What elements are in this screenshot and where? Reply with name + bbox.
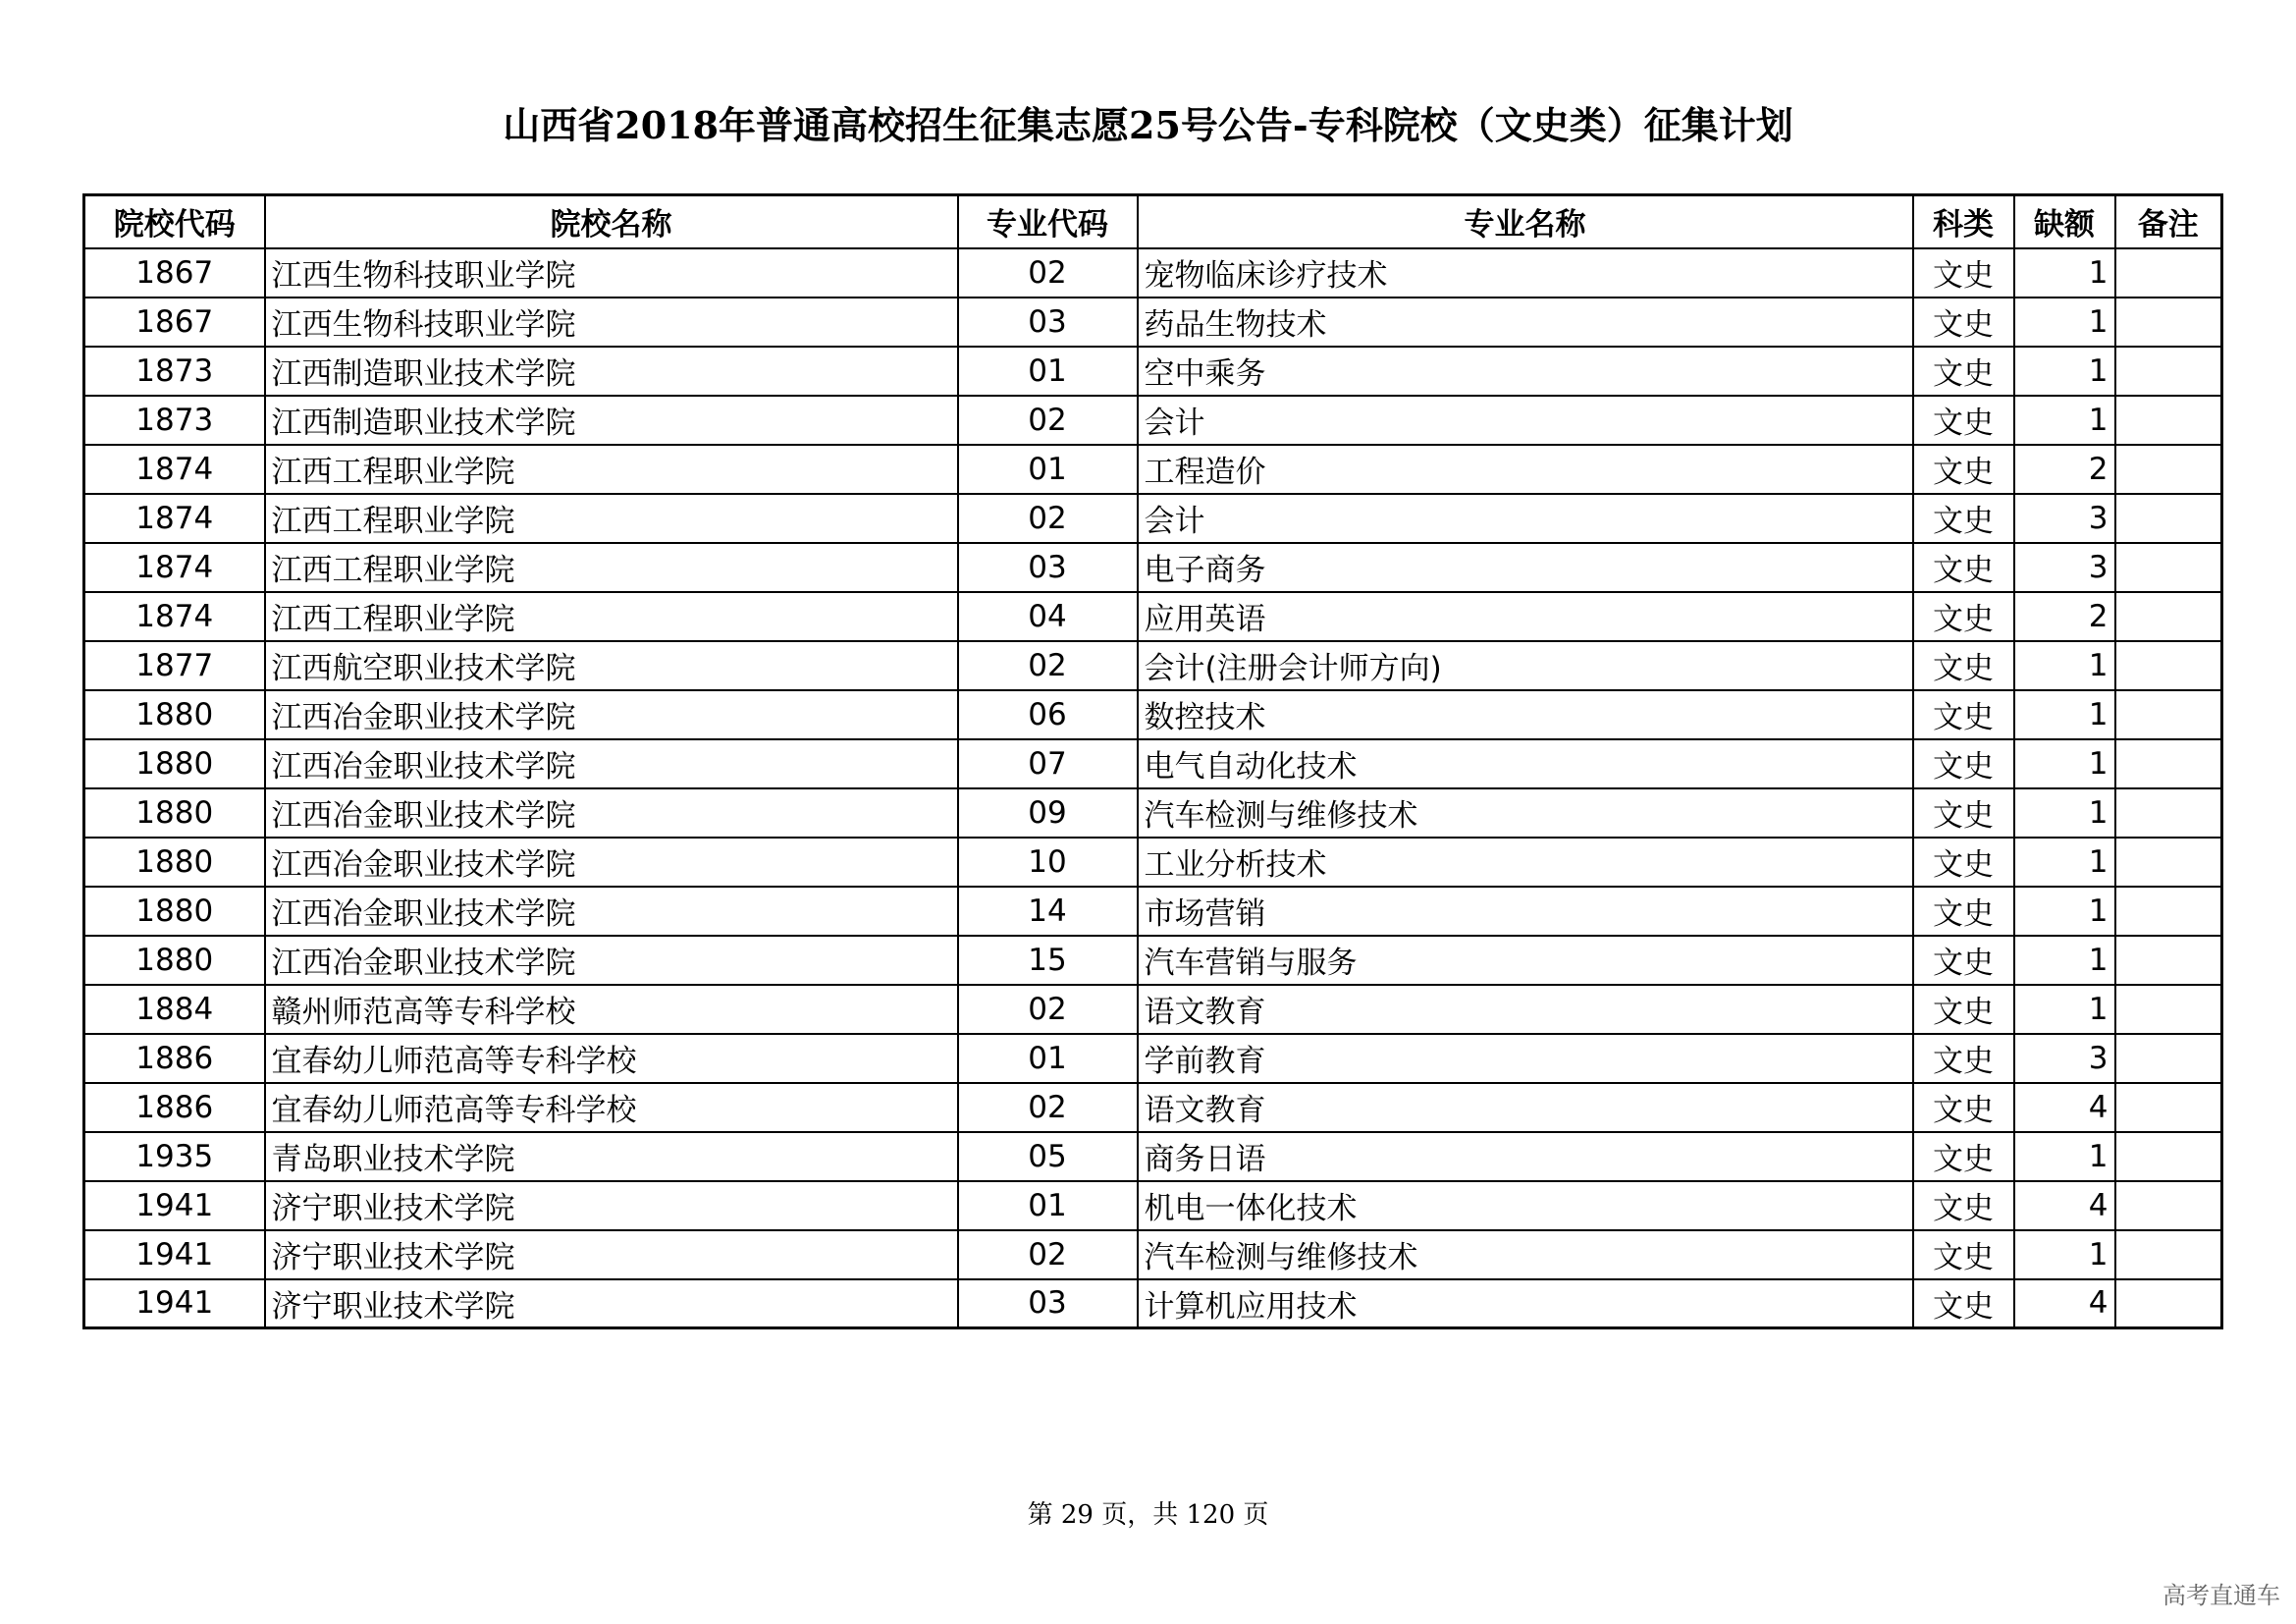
school-code-cell: 1874	[84, 592, 265, 641]
category-cell: 文史	[1913, 985, 2014, 1034]
watermark: 高考直通车	[2163, 1582, 2280, 1609]
school-code-cell: 1884	[84, 985, 265, 1034]
remarks-cell	[2115, 1132, 2222, 1181]
school-name-cell: 江西制造职业技术学院	[265, 347, 958, 396]
school-name-cell: 青岛职业技术学院	[265, 1132, 958, 1181]
school-code-cell: 1886	[84, 1083, 265, 1132]
header-remarks: 备注	[2115, 195, 2222, 248]
remarks-cell	[2115, 887, 2222, 936]
school-code-cell: 1886	[84, 1034, 265, 1083]
major-name-cell: 语文教育	[1138, 1083, 1913, 1132]
vacancy-cell: 1	[2014, 739, 2115, 788]
remarks-cell	[2115, 1230, 2222, 1279]
remarks-cell	[2115, 838, 2222, 887]
table-row	[84, 298, 2222, 347]
table-row	[84, 936, 2222, 985]
vacancy-cell: 1	[2014, 298, 2115, 347]
major-name-cell: 会计(注册会计师方向)	[1138, 641, 1913, 690]
school-name-cell: 江西工程职业学院	[265, 445, 958, 494]
major-code-cell: 14	[958, 887, 1138, 936]
school-name-cell: 江西工程职业学院	[265, 592, 958, 641]
category-cell: 文史	[1913, 641, 2014, 690]
remarks-cell	[2115, 347, 2222, 396]
major-code-cell: 02	[958, 494, 1138, 543]
school-name-cell: 江西生物科技职业学院	[265, 298, 958, 347]
major-code-cell: 03	[958, 298, 1138, 347]
category-cell: 文史	[1913, 690, 2014, 739]
table-row	[84, 838, 2222, 887]
major-code-cell: 02	[958, 985, 1138, 1034]
vacancy-cell: 3	[2014, 1034, 2115, 1083]
major-code-cell: 10	[958, 838, 1138, 887]
remarks-cell	[2115, 1083, 2222, 1132]
category-cell: 文史	[1913, 936, 2014, 985]
vacancy-cell: 1	[2014, 248, 2115, 298]
school-name-cell: 江西冶金职业技术学院	[265, 936, 958, 985]
school-name-cell: 江西工程职业学院	[265, 543, 958, 592]
vacancy-cell: 1	[2014, 396, 2115, 445]
school-code-cell: 1941	[84, 1279, 265, 1328]
school-name-cell: 宜春幼儿师范高等专科学校	[265, 1034, 958, 1083]
category-cell: 文史	[1913, 838, 2014, 887]
major-name-cell: 市场营销	[1138, 887, 1913, 936]
remarks-cell	[2115, 248, 2222, 298]
major-code-cell: 03	[958, 1279, 1138, 1328]
major-code-cell: 04	[958, 592, 1138, 641]
table-row	[84, 543, 2222, 592]
category-cell: 文史	[1913, 298, 2014, 347]
enrollment-plan-table	[82, 193, 2223, 1329]
school-code-cell: 1874	[84, 543, 265, 592]
page-title: 山西省2018年普通高校招生征集志愿25号公告-专科院校（文史类）征集计划	[503, 103, 1793, 147]
major-name-cell: 学前教育	[1138, 1034, 1913, 1083]
table-row	[84, 1034, 2222, 1083]
vacancy-cell: 4	[2014, 1083, 2115, 1132]
school-name-cell: 江西冶金职业技术学院	[265, 838, 958, 887]
school-name-cell: 江西冶金职业技术学院	[265, 739, 958, 788]
vacancy-cell: 1	[2014, 347, 2115, 396]
vacancy-cell: 1	[2014, 788, 2115, 838]
table-row	[84, 494, 2222, 543]
vacancy-cell: 4	[2014, 1279, 2115, 1328]
remarks-cell	[2115, 1181, 2222, 1230]
school-code-cell: 1873	[84, 396, 265, 445]
table-row	[84, 445, 2222, 494]
major-name-cell: 汽车营销与服务	[1138, 936, 1913, 985]
remarks-cell	[2115, 445, 2222, 494]
school-code-cell: 1880	[84, 838, 265, 887]
major-name-cell: 空中乘务	[1138, 347, 1913, 396]
school-code-cell: 1873	[84, 347, 265, 396]
table-row	[84, 396, 2222, 445]
major-name-cell: 汽车检测与维修技术	[1138, 1230, 1913, 1279]
category-cell: 文史	[1913, 1279, 2014, 1328]
major-code-cell: 01	[958, 1181, 1138, 1230]
vacancy-cell: 3	[2014, 543, 2115, 592]
major-code-cell: 01	[958, 1034, 1138, 1083]
category-cell: 文史	[1913, 347, 2014, 396]
major-code-cell: 03	[958, 543, 1138, 592]
school-name-cell: 江西制造职业技术学院	[265, 396, 958, 445]
major-name-cell: 机电一体化技术	[1138, 1181, 1913, 1230]
major-code-cell: 01	[958, 445, 1138, 494]
major-name-cell: 电气自动化技术	[1138, 739, 1913, 788]
table-row	[84, 1279, 2222, 1328]
category-cell: 文史	[1913, 248, 2014, 298]
school-code-cell: 1935	[84, 1132, 265, 1181]
remarks-cell	[2115, 494, 2222, 543]
major-name-cell: 语文教育	[1138, 985, 1913, 1034]
vacancy-cell: 3	[2014, 494, 2115, 543]
vacancy-cell: 1	[2014, 1230, 2115, 1279]
vacancy-cell: 1	[2014, 690, 2115, 739]
major-code-cell: 02	[958, 641, 1138, 690]
vacancy-cell: 1	[2014, 985, 2115, 1034]
remarks-cell	[2115, 985, 2222, 1034]
vacancy-cell: 1	[2014, 887, 2115, 936]
category-cell: 文史	[1913, 1181, 2014, 1230]
school-name-cell: 江西工程职业学院	[265, 494, 958, 543]
major-code-cell: 06	[958, 690, 1138, 739]
table-row	[84, 1181, 2222, 1230]
major-name-cell: 电子商务	[1138, 543, 1913, 592]
major-code-cell: 02	[958, 396, 1138, 445]
category-cell: 文史	[1913, 494, 2014, 543]
major-code-cell: 01	[958, 347, 1138, 396]
remarks-cell	[2115, 1034, 2222, 1083]
category-cell: 文史	[1913, 1230, 2014, 1279]
header-major-name: 专业名称	[1138, 195, 1913, 248]
table-row	[84, 1230, 2222, 1279]
vacancy-cell: 1	[2014, 641, 2115, 690]
header-school-code: 院校代码	[84, 195, 265, 248]
school-name-cell: 江西冶金职业技术学院	[265, 690, 958, 739]
header-category: 科类	[1913, 195, 2014, 248]
school-name-cell: 济宁职业技术学院	[265, 1230, 958, 1279]
vacancy-cell: 2	[2014, 445, 2115, 494]
school-name-cell: 济宁职业技术学院	[265, 1181, 958, 1230]
major-name-cell: 工业分析技术	[1138, 838, 1913, 887]
table-row	[84, 592, 2222, 641]
major-code-cell: 07	[958, 739, 1138, 788]
school-code-cell: 1880	[84, 690, 265, 739]
major-name-cell: 数控技术	[1138, 690, 1913, 739]
school-name-cell: 江西冶金职业技术学院	[265, 788, 958, 838]
category-cell: 文史	[1913, 592, 2014, 641]
table-row	[84, 1132, 2222, 1181]
remarks-cell	[2115, 298, 2222, 347]
major-name-cell: 会计	[1138, 396, 1913, 445]
remarks-cell	[2115, 543, 2222, 592]
major-code-cell: 02	[958, 1230, 1138, 1279]
major-name-cell: 会计	[1138, 494, 1913, 543]
category-cell: 文史	[1913, 1083, 2014, 1132]
table-row	[84, 739, 2222, 788]
school-name-cell: 江西航空职业技术学院	[265, 641, 958, 690]
vacancy-cell: 1	[2014, 1132, 2115, 1181]
major-code-cell: 02	[958, 248, 1138, 298]
school-code-cell: 1874	[84, 445, 265, 494]
table-row	[84, 641, 2222, 690]
category-cell: 文史	[1913, 1034, 2014, 1083]
table-row	[84, 1083, 2222, 1132]
school-name-cell: 江西冶金职业技术学院	[265, 887, 958, 936]
school-code-cell: 1880	[84, 788, 265, 838]
table-header-row	[84, 195, 2222, 248]
school-code-cell: 1941	[84, 1230, 265, 1279]
school-code-cell: 1877	[84, 641, 265, 690]
major-name-cell: 计算机应用技术	[1138, 1279, 1913, 1328]
category-cell: 文史	[1913, 1132, 2014, 1181]
remarks-cell	[2115, 396, 2222, 445]
major-name-cell: 工程造价	[1138, 445, 1913, 494]
header-school-name: 院校名称	[265, 195, 958, 248]
major-name-cell: 药品生物技术	[1138, 298, 1913, 347]
remarks-cell	[2115, 1279, 2222, 1328]
table-row	[84, 887, 2222, 936]
category-cell: 文史	[1913, 739, 2014, 788]
table-row	[84, 248, 2222, 298]
vacancy-cell: 1	[2014, 936, 2115, 985]
remarks-cell	[2115, 788, 2222, 838]
page-footer: 第 29 页，共 120 页	[1027, 1500, 1269, 1530]
remarks-cell	[2115, 936, 2222, 985]
category-cell: 文史	[1913, 396, 2014, 445]
category-cell: 文史	[1913, 788, 2014, 838]
category-cell: 文史	[1913, 887, 2014, 936]
school-name-cell: 宜春幼儿师范高等专科学校	[265, 1083, 958, 1132]
major-name-cell: 汽车检测与维修技术	[1138, 788, 1913, 838]
table-row	[84, 690, 2222, 739]
remarks-cell	[2115, 592, 2222, 641]
remarks-cell	[2115, 641, 2222, 690]
school-code-cell: 1880	[84, 739, 265, 788]
category-cell: 文史	[1913, 543, 2014, 592]
table-row	[84, 788, 2222, 838]
header-vacancy: 缺额	[2014, 195, 2115, 248]
table-row	[84, 347, 2222, 396]
remarks-cell	[2115, 690, 2222, 739]
school-code-cell: 1874	[84, 494, 265, 543]
major-code-cell: 05	[958, 1132, 1138, 1181]
school-name-cell: 济宁职业技术学院	[265, 1279, 958, 1328]
major-name-cell: 应用英语	[1138, 592, 1913, 641]
vacancy-cell: 2	[2014, 592, 2115, 641]
major-code-cell: 02	[958, 1083, 1138, 1132]
vacancy-cell: 1	[2014, 838, 2115, 887]
school-code-cell: 1880	[84, 887, 265, 936]
school-code-cell: 1880	[84, 936, 265, 985]
major-name-cell: 商务日语	[1138, 1132, 1913, 1181]
major-code-cell: 09	[958, 788, 1138, 838]
remarks-cell	[2115, 739, 2222, 788]
vacancy-cell: 4	[2014, 1181, 2115, 1230]
category-cell: 文史	[1913, 445, 2014, 494]
school-name-cell: 江西生物科技职业学院	[265, 248, 958, 298]
school-code-cell: 1867	[84, 248, 265, 298]
school-name-cell: 赣州师范高等专科学校	[265, 985, 958, 1034]
major-code-cell: 15	[958, 936, 1138, 985]
school-code-cell: 1941	[84, 1181, 265, 1230]
school-code-cell: 1867	[84, 298, 265, 347]
header-major-code: 专业代码	[958, 195, 1138, 248]
table-row	[84, 985, 2222, 1034]
major-name-cell: 宠物临床诊疗技术	[1138, 248, 1913, 298]
